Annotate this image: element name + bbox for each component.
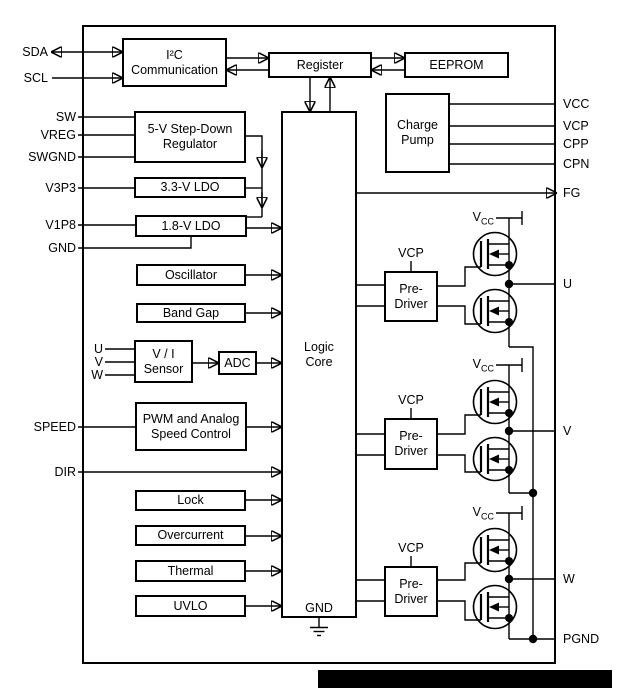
block-step-down-regulator bbox=[134, 111, 246, 163]
vcp-supply-label-w: VCP bbox=[398, 541, 424, 555]
block-pre-driver-u: Pre- Driver bbox=[384, 271, 438, 322]
pin-label-v1p8: V1P8 bbox=[45, 218, 76, 232]
block-pre-driver-w: Pre- Driver bbox=[384, 566, 438, 617]
block-label: Thermal bbox=[167, 563, 214, 578]
bottom-black-bar bbox=[318, 670, 612, 688]
sensor-input-label-v: V bbox=[94, 355, 103, 369]
block-label: Communication bbox=[131, 62, 218, 77]
block-register bbox=[268, 52, 372, 78]
block-label: 5-V Step-Down bbox=[147, 122, 233, 136]
vcc-rail-label-w: $V_{CC}$ bbox=[472, 505, 494, 522]
block-label: Speed Control bbox=[151, 426, 231, 441]
pin-label-fg: FG bbox=[563, 186, 581, 200]
pin-label-vcc: VCC bbox=[563, 97, 590, 111]
block-uvlo bbox=[135, 595, 246, 617]
vcp-supply-label-u: VCP bbox=[398, 246, 424, 260]
block-vi-sensor bbox=[134, 340, 193, 383]
block-overcurrent bbox=[135, 525, 246, 546]
pin-label-speed: SPEED bbox=[33, 420, 76, 434]
block-charge-pump bbox=[385, 93, 450, 173]
block-label: Charge bbox=[397, 118, 438, 132]
block-label: Overcurrent bbox=[157, 528, 224, 542]
block-label: 3.3-V LDO bbox=[160, 180, 220, 194]
block-label: Lock bbox=[177, 493, 204, 507]
block-label: Band Gap bbox=[162, 305, 220, 320]
logic-core-gnd-label: GND bbox=[305, 601, 333, 615]
block-label: PWM and Analog bbox=[142, 411, 240, 426]
block-ldo-1v8 bbox=[135, 215, 247, 237]
pin-label-scl: SCL bbox=[23, 71, 48, 85]
block-eeprom bbox=[404, 52, 509, 78]
sensor-input-label-u: U bbox=[93, 342, 103, 356]
pin-label-w: W bbox=[563, 572, 575, 586]
block-lock bbox=[135, 490, 246, 511]
pin-label-vcp: VCP bbox=[563, 119, 589, 133]
block-i2c-communication bbox=[122, 38, 227, 87]
pin-label-pgnd: PGND bbox=[563, 632, 600, 646]
block-label: UVLO bbox=[173, 598, 208, 613]
block-label: 1.8-V LDO bbox=[161, 218, 221, 233]
block-oscillator bbox=[136, 264, 246, 286]
block-pwm-speed-control bbox=[135, 402, 247, 451]
pin-label-sda: SDA bbox=[22, 45, 48, 59]
pin-label-dir: DIR bbox=[54, 465, 76, 479]
pin-label-gnd: GND bbox=[48, 241, 76, 255]
pin-label-vreg: VREG bbox=[40, 128, 76, 142]
block-ldo-3v3 bbox=[134, 177, 246, 198]
pin-label-cpn: CPN bbox=[563, 157, 590, 171]
block-band-gap bbox=[136, 303, 246, 323]
pin-label-v: V bbox=[563, 424, 572, 438]
block-label: EEPROM bbox=[429, 57, 484, 72]
block-label: Pump bbox=[401, 133, 434, 147]
block-label: ADC bbox=[224, 355, 251, 370]
block-label: Sensor bbox=[143, 361, 184, 376]
pin-label-u: U bbox=[563, 277, 573, 291]
block-logic-core bbox=[281, 111, 357, 618]
block-adc bbox=[218, 351, 257, 375]
block-label: I²C bbox=[166, 47, 183, 62]
pin-label-cpp: CPP bbox=[563, 137, 589, 151]
block-pre-driver-v: Pre- Driver bbox=[384, 418, 438, 470]
pin-label-sw: SW bbox=[55, 110, 76, 124]
vcp-supply-label-v: VCP bbox=[398, 393, 424, 407]
pin-label-swgnd: SWGND bbox=[28, 150, 76, 164]
block-label: Oscillator bbox=[164, 267, 218, 282]
block-thermal bbox=[135, 560, 246, 582]
logic-core-label: Logic Core bbox=[304, 340, 334, 369]
block-label: Register bbox=[296, 57, 344, 72]
vcc-rail-label-u: $V_{CC}$ bbox=[472, 210, 494, 227]
vcc-rail-label-v: $V_{CC}$ bbox=[472, 357, 494, 374]
sensor-input-label-w: W bbox=[91, 368, 103, 382]
block-label: Regulator bbox=[162, 137, 218, 151]
block-label: V / I bbox=[152, 346, 175, 361]
pin-label-v3p3: V3P3 bbox=[45, 181, 76, 195]
